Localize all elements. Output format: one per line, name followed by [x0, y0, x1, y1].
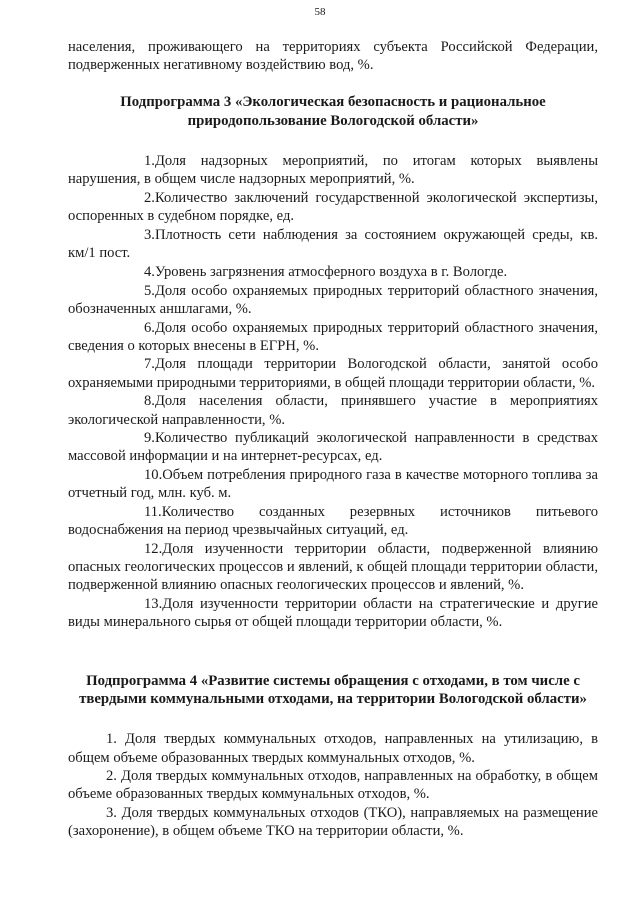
item-text: Количество заключений государственной экологической экспертизы, оспоренных в судебном порядке, ед. [68, 190, 598, 225]
item-text: Количество созданных резервных источников питьевого водоснабжения на период чрезвычайных ситуаций, ед. [68, 504, 598, 539]
list-item: 3. Доля твердых коммунальных отходов (ТКО), направляемых на размещение (захоронение), в общем объеме ТКО на территории области, %. [68, 805, 598, 840]
list-item [68, 392, 598, 428]
list-item [68, 503, 598, 539]
item-text: Доля населения области, принявшего участие в мероприятиях экологической направленности, %. [68, 393, 598, 428]
item-text: Доля изученности территории области на стратегические и другие виды минерального сырья от общей площади территории области, %. [68, 596, 598, 631]
item-number: 6. [144, 319, 155, 336]
item-text: Уровень загрязнения атмосферного воздуха в г. Вологде. [154, 263, 508, 280]
list-item [68, 429, 598, 465]
list-item: 2. Доля твердых коммунальных отходов, направленных на обработку, в общем объеме образованных твердых коммунальных отходов, %. [68, 768, 598, 803]
item-text: Доля площади территории Вологодской области, занятой особо охраняемыми природными территориями, в общей площади территории области, %. [68, 356, 598, 391]
list-item [68, 319, 598, 355]
item-text: Объем потребления природного газа в качестве моторного топлива за отчетный год, млн. куб. м. [68, 467, 598, 502]
item-number: 5. [144, 282, 155, 299]
item-number: 9. [144, 430, 155, 447]
item-number: 2. [144, 190, 155, 207]
list-item [68, 263, 598, 281]
item-text: Доля изученности территории области, подверженной влиянию опасных геологических процессов и явлений, к общей площади территории области, подверженной влиянию опасных геологических процессов и явлений, %. [68, 540, 598, 594]
list-item [68, 466, 598, 502]
list-item [68, 540, 598, 595]
document-body [68, 38, 598, 841]
list-item [68, 282, 598, 318]
item-number: 13. [144, 596, 163, 613]
item-number: 1. [144, 153, 155, 170]
item-text: Плотность сети наблюдения за состоянием окружающей среды, кв. км/1 пост. [68, 227, 598, 262]
item-number: 12. [144, 540, 163, 557]
page-number: 58 [314, 6, 326, 18]
subprogram-3-list [68, 152, 598, 631]
item-text: Количество публикаций экологической направленности в средствах массовой информации и на интернет-ресурсах, ед. [68, 430, 598, 465]
item-text: Доля надзорных мероприятий, по итогам которых выявлены нарушения, в общем числе надзорных мероприятий, %. [68, 153, 598, 188]
intro-paragraph: населения, проживающего на территориях субъекта Российской Федерации, подверженных негативному воздействию вод, %. [68, 39, 598, 74]
item-number: 4. [144, 263, 155, 280]
list-item [68, 152, 598, 188]
item-number: 10. [144, 467, 163, 484]
item-text: Доля особо охраняемых природных территорий областного значения, сведения о которых внесены в ЕГРН, %. [68, 319, 598, 354]
list-item [68, 189, 598, 225]
subprogram-3-title: Подпрограмма 3 «Экологическая безопасность и рациональное природопользование Вологодской области» [120, 94, 546, 129]
item-number: 3. [144, 227, 155, 244]
list-item [68, 355, 598, 391]
subprogram-4-list [68, 730, 598, 840]
item-number: 11. [144, 504, 162, 521]
list-item: 1. Доля твердых коммунальных отходов, направленных на утилизацию, в общем объеме образованных твердых коммунальных отходов, %. [68, 731, 598, 766]
item-number: 7. [144, 356, 155, 373]
item-number: 8. [144, 393, 155, 410]
subprogram-4-title: Подпрограмма 4 «Развитие системы обращения с отходами, в том числе с твердыми коммунальными отходами, на территории Вологодской области» [79, 672, 587, 707]
list-item [68, 595, 598, 631]
item-text: Доля особо охраняемых природных территорий областного значения, обозначенных аншлагами, %. [68, 282, 598, 317]
list-item [68, 226, 598, 262]
